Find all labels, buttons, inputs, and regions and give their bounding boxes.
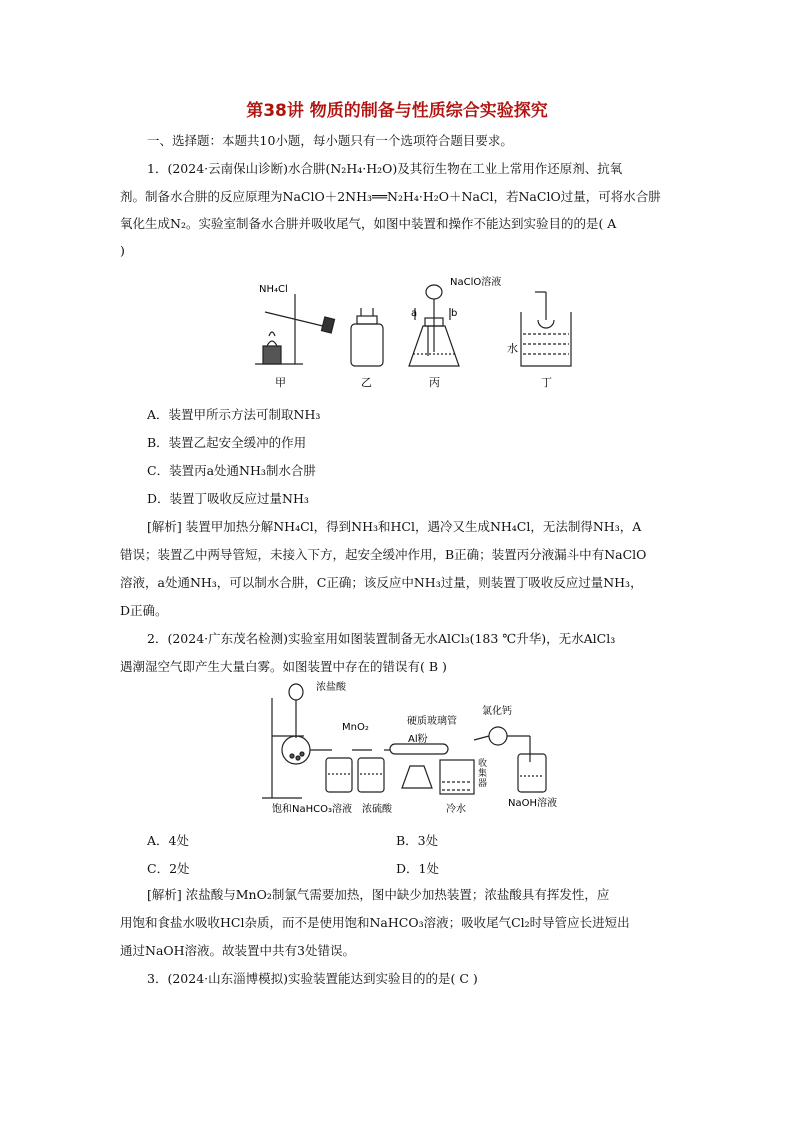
label-cold-water: 冷水 [446,804,466,815]
q1-option-d: D．装置丁吸收反应过量NH₃ [147,491,309,506]
q2-analysis-3: 通过NaOH溶液。故装置中共有3处错误。 [120,943,355,958]
page-title: 第38讲 物质的制备与性质综合实验探究 [246,101,548,121]
q1-analysis-2: 错误；装置乙中两导管短，未接入下方，起安全缓冲作用，B正确；装置丙分液漏斗中有NaClO [120,547,647,562]
q2-option-a: A．4处 [147,833,189,848]
q1-apparatus-figure [245,272,575,394]
label-h2so4: 浓硫酸 [362,804,392,815]
label-jia: 甲 [275,376,286,389]
label-collector-2: 集 [478,769,488,779]
label-nahco3: 饱和NaHCO₃溶液 [272,804,352,815]
q1-analysis-1: [解析] 装置甲加热分解NH₄Cl，得到NH₃和HCl，遇冷又生成NH₄Cl，无法制得NH₃，A [147,519,642,534]
label-tube: 硬质玻璃管 [407,716,457,727]
q2-apparatus-figure [262,678,562,818]
label-b: b [451,308,458,319]
q2-line-1: 2．(2024·广东茂名检测)实验室用如图装置制备无水AlCl₃(183 ℃升华)，无水AlCl₃ [147,631,616,646]
label-hcl: 浓盐酸 [316,682,346,693]
q2-analysis-1: [解析] 浓盐酸与MnO₂制氯气需要加热，图中缺少加热装置；浓盐酸具有挥发性，应 [147,887,610,902]
label-mno2: MnO₂ [342,722,369,733]
label-ding: 丁 [541,376,552,389]
q2-line-2: 遇潮湿空气即产生大量白雾。如图装置中存在的错误有( B ) [120,659,447,674]
label-collector-1: 收 [478,759,488,769]
label-yi: 乙 [361,376,372,389]
label-a: a [411,308,418,319]
label-al: Al粉 [408,734,428,745]
q1-option-c: C．装置丙a处通NH₃制水合肼 [147,463,316,478]
q2-option-b: B．3处 [396,833,439,848]
section-heading: 一、选择题：本题共10小题，每小题只有一个选项符合题目要求。 [147,133,513,148]
label-nh4cl: NH₄Cl [259,284,288,295]
q2-option-d: D．1处 [396,861,439,876]
label-naclo: NaClO溶液 [450,277,502,288]
label-water: 水 [507,342,518,355]
q2-option-c: C．2处 [147,861,190,876]
label-cacl2: 氯化钙 [482,706,512,717]
q1-option-a: A．装置甲所示方法可制取NH₃ [147,407,321,422]
q1-analysis-4: D正确。 [120,603,168,618]
q1-line-4: ) [120,243,125,258]
q1-option-b: B．装置乙起安全缓冲的作用 [147,435,307,450]
q1-analysis-3: 溶液，a处通NH₃，可以制水合肼，C正确；该反应中NH₃过量，则装置丁吸收反应过量NH₃， [120,575,643,590]
label-collector-3: 器 [478,779,488,789]
q1-line-3: 氧化生成N₂。实验室制备水合肼并吸收尾气，如图中装置和操作不能达到实验目的的是( A [120,216,617,231]
label-bing: 丙 [429,376,440,389]
label-naoh: NaOH溶液 [508,798,557,809]
q1-line-1: 1．(2024·云南保山诊断)水合肼(N₂H₄·H₂O)及其衍生物在工业上常用作还原剂、抗氧 [147,161,623,176]
q2-analysis-2: 用饱和食盐水吸收HCl杂质，而不是使用饱和NaHCO₃溶液；吸收尾气Cl₂时导管应长进短出 [120,915,630,930]
q3-line-1: 3．(2024·山东淄博模拟)实验装置能达到实验目的的是( C ) [147,971,478,986]
q1-line-2: 剂。制备水合肼的反应原理为NaClO＋2NH₃══N₂H₄·H₂O＋NaCl，若NaClO过量，可将水合肼 [120,189,661,204]
